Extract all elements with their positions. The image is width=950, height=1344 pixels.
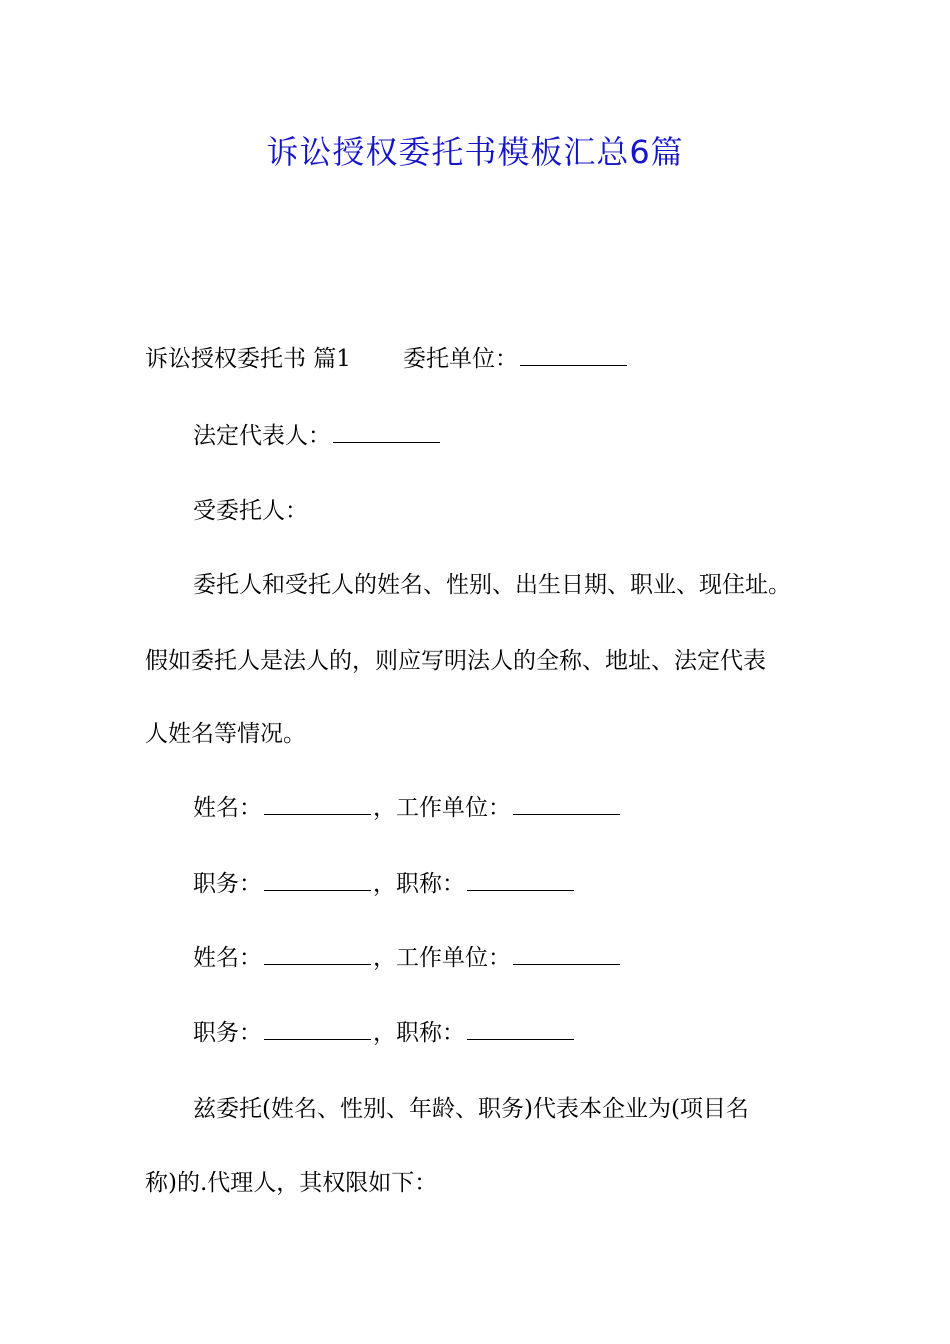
entrust-unit-label: 委托单位： bbox=[402, 346, 518, 372]
legal-rep-blank bbox=[333, 420, 440, 443]
section-heading: 诉讼授权委托书 篇1 bbox=[145, 346, 351, 372]
trustee-line bbox=[193, 495, 308, 527]
section-heading-line bbox=[145, 343, 629, 375]
name-label: 姓名： bbox=[193, 795, 262, 821]
name-blank bbox=[264, 792, 371, 815]
paragraph-2-line-2: 称)的.代理人，其权限如下： bbox=[145, 1170, 438, 1196]
title-blank bbox=[467, 868, 574, 891]
work-unit-blank bbox=[513, 792, 620, 815]
trustee-label: 受委托人： bbox=[193, 498, 308, 524]
paragraph-1-line-2: 假如委托人是法人的，则应写明法人的全称、地址、法定代表 bbox=[145, 648, 766, 674]
position-title-line-2 bbox=[193, 1017, 576, 1049]
entrust-unit-blank bbox=[520, 343, 627, 366]
title-label: ，职称： bbox=[373, 1020, 465, 1046]
name-label: 姓名： bbox=[193, 945, 262, 971]
legal-rep-label: 法定代表人： bbox=[193, 423, 331, 449]
paragraph-1-line-3: 人姓名等情况。 bbox=[145, 721, 306, 747]
position-blank bbox=[264, 1017, 371, 1040]
paragraph-1-line-1: 委托人和受托人的姓名、性别、出生日期、职业、现住址。 bbox=[193, 572, 791, 598]
position-label: 职务： bbox=[193, 1020, 262, 1046]
paragraph-2-line-1: 兹委托(姓名、性别、年龄、职务)代表本企业为(项目名 bbox=[193, 1096, 749, 1122]
legal-rep-line bbox=[193, 420, 442, 452]
position-title-line-1 bbox=[193, 868, 576, 900]
work-unit-label: ，工作单位： bbox=[373, 945, 511, 971]
position-label: 职务： bbox=[193, 871, 262, 897]
title-blank bbox=[467, 1017, 574, 1040]
work-unit-blank bbox=[513, 942, 620, 965]
work-unit-label: ，工作单位： bbox=[373, 795, 511, 821]
name-workunit-line-1 bbox=[193, 792, 622, 824]
name-workunit-line-2 bbox=[193, 942, 622, 974]
name-blank bbox=[264, 942, 371, 965]
position-blank bbox=[264, 868, 371, 891]
document-title: 诉讼授权委托书模板汇总6篇 bbox=[266, 133, 684, 171]
title-label: ，职称： bbox=[373, 871, 465, 897]
